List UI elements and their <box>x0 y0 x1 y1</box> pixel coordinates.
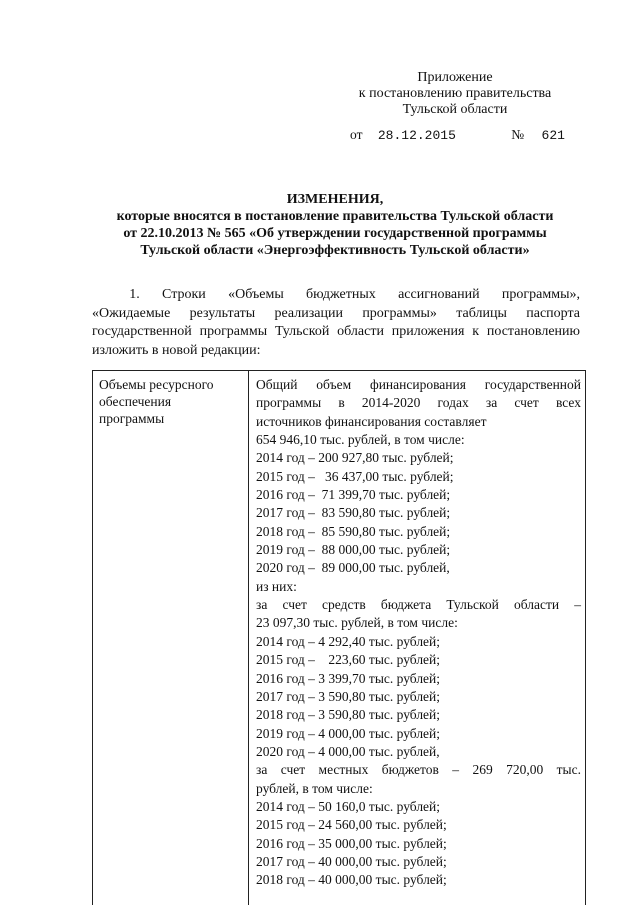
appendix-line: к постановлению правительства <box>358 86 552 101</box>
financing-line: программы в 2014-2020 годах за счет всех <box>256 395 581 411</box>
financing-line: 2014 год – 4 292,40 тыс. рублей; <box>256 633 441 649</box>
financing-line: 2019 год – 4 000,00 тыс. рублей; <box>256 725 441 741</box>
financing-line: 2017 год – 83 590,80 тыс. рублей; <box>256 505 451 521</box>
financing-line: 2015 год – 24 560,00 тыс. рублей; <box>256 817 447 833</box>
financing-line: 2016 год – 3 399,70 тыс. рублей; <box>256 670 441 686</box>
financing-line: 2018 год – 85 590,80 тыс. рублей; <box>256 523 451 539</box>
financing-line: 2014 год – 200 927,80 тыс. рублей; <box>256 450 454 466</box>
label-line: программы <box>99 411 165 426</box>
financing-line: 2015 год – 223,60 тыс. рублей; <box>256 652 441 668</box>
financing-line: 654 946,10 тыс. рублей, в том числе: <box>256 432 465 448</box>
financing-line: 2018 год – 40 000,00 тыс. рублей; <box>256 872 447 888</box>
resolution-number: 621 <box>541 128 565 143</box>
table-row-value <box>256 376 581 890</box>
financing-line: 2016 год – 71 399,70 тыс. рублей; <box>256 487 451 503</box>
financing-line: за счет средств бюджета Тульской области – <box>256 597 581 613</box>
table-column-divider <box>248 371 249 905</box>
body-paragraph <box>92 286 580 360</box>
financing-line: 2015 год – 36 437,00 тыс. рублей; <box>256 468 454 484</box>
label-line: обеспечения <box>99 394 172 409</box>
financing-line: 2020 год – 4 000,00 тыс. рублей, <box>256 743 440 759</box>
table-row-label <box>99 376 247 427</box>
financing-line: 2016 год – 35 000,00 тыс. рублей; <box>256 835 447 851</box>
title-heading: ИЗМЕНЕНИЯ, <box>286 192 384 207</box>
resolution-date-line <box>350 127 565 143</box>
program-passport-table <box>92 370 586 905</box>
title-line: от 22.10.2013 № 565 «Об утверждении государственной программы <box>123 226 547 241</box>
financing-line: 2017 год – 40 000,00 тыс. рублей; <box>256 853 447 869</box>
paragraph-line: государственной программы Тульской области приложения к постановлению <box>92 324 580 339</box>
paragraph-line: изложить в новой редакции: <box>92 342 261 358</box>
resolution-date: 28.12.2015 <box>377 128 456 143</box>
financing-line: 2020 год – 89 000,00 тыс. рублей, <box>256 560 450 576</box>
number-sign: № <box>511 127 525 142</box>
label-line: Объемы ресурсного <box>99 377 214 392</box>
appendix-header <box>330 70 580 118</box>
financing-line: рублей, в том числе: <box>256 780 373 796</box>
financing-line: 2017 год – 3 590,80 тыс. рублей; <box>256 688 441 704</box>
appendix-line: Тульской области <box>402 102 508 117</box>
financing-line: 2019 год – 88 000,00 тыс. рублей; <box>256 542 451 558</box>
document-title <box>95 191 575 259</box>
appendix-line: Приложение <box>417 70 493 85</box>
financing-line: источников финансирования составляет <box>256 413 487 429</box>
financing-line: 23 097,30 тыс. рублей, в том числе: <box>256 615 458 631</box>
date-prefix: от <box>350 127 363 142</box>
paragraph-line: 1. Строки «Объемы бюджетных ассигнований программы», <box>92 287 580 302</box>
title-line: Тульской области «Энергоэффективность Тульской области» <box>140 243 530 258</box>
financing-line: Общий объем финансирования государственной <box>256 377 581 392</box>
financing-line: за счет местных бюджетов – 269 720,00 тыс. <box>256 762 581 778</box>
paragraph-line: «Ожидаемые результаты реализации программы» таблицы паспорта <box>92 305 580 321</box>
title-line: которые вносятся в постановление правительства Тульской области <box>116 209 554 224</box>
financing-line: из них: <box>256 578 297 594</box>
financing-line: 2018 год – 3 590,80 тыс. рублей; <box>256 707 441 723</box>
financing-line: 2014 год – 50 160,0 тыс. рублей; <box>256 798 441 814</box>
